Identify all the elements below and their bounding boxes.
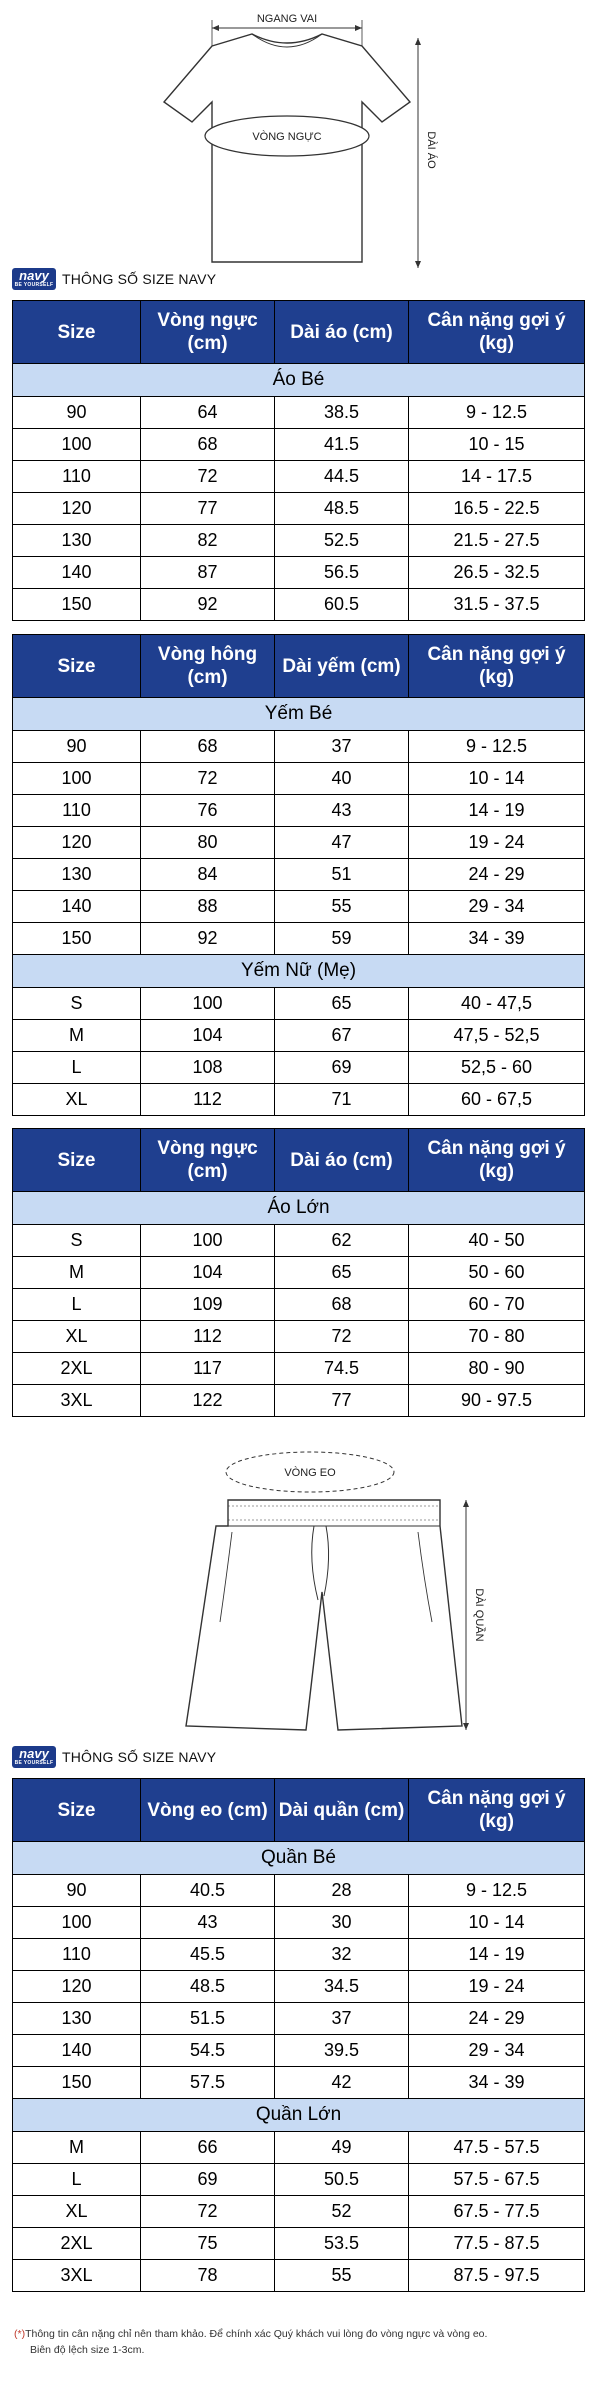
table-row <box>13 891 585 923</box>
header-weight: Cân nặng gợi ý (kg) <box>409 1779 585 1842</box>
size-cell: L <box>13 1052 141 1084</box>
size-cell: L <box>13 2164 141 2196</box>
size-cell: 120 <box>13 1971 141 2003</box>
cell: 74.5 <box>275 1353 409 1385</box>
size-table-quan <box>12 1778 585 2292</box>
cell: 100 <box>141 988 275 1020</box>
cell: 41.5 <box>275 429 409 461</box>
logo-subtext: BE YOURSELF <box>14 282 54 288</box>
table-row <box>13 461 585 493</box>
shorts-diagram <box>0 1440 600 1758</box>
table-row <box>13 1385 585 1417</box>
cell: 19 - 24 <box>409 1971 585 2003</box>
table-row <box>13 2164 585 2196</box>
size-cell: 110 <box>13 1939 141 1971</box>
size-table-ao-lon <box>12 1128 585 1417</box>
table-row <box>13 1971 585 2003</box>
cell: 50 - 60 <box>409 1257 585 1289</box>
cell: 69 <box>141 2164 275 2196</box>
cell: 30 <box>275 1907 409 1939</box>
cell: 59 <box>275 923 409 955</box>
cell: 60 - 67,5 <box>409 1084 585 1116</box>
cell: 67.5 - 77.5 <box>409 2196 585 2228</box>
cell: 80 - 90 <box>409 1353 585 1385</box>
cell: 109 <box>141 1289 275 1321</box>
cell: 67 <box>275 1020 409 1052</box>
cell: 42 <box>275 2067 409 2099</box>
cell: 37 <box>275 2003 409 2035</box>
table-row <box>13 429 585 461</box>
cell: 24 - 29 <box>409 859 585 891</box>
section-title: Yếm Bé <box>13 698 585 731</box>
cell: 87.5 - 97.5 <box>409 2260 585 2292</box>
cell: 57.5 <box>141 2067 275 2099</box>
header-weight: Cân nặng gợi ý (kg) <box>409 635 585 698</box>
cell: 77 <box>141 493 275 525</box>
shirt-diagram <box>0 0 600 272</box>
cell: 90 - 97.5 <box>409 1385 585 1417</box>
table-row <box>13 2260 585 2292</box>
cell: 75 <box>141 2228 275 2260</box>
table-header <box>13 1129 585 1192</box>
cell: 84 <box>141 859 275 891</box>
header-measure-1: Vòng ngực (cm) <box>141 301 275 364</box>
cell: 40 <box>275 763 409 795</box>
size-cell: 100 <box>13 429 141 461</box>
cell: 51.5 <box>141 2003 275 2035</box>
table-row <box>13 2067 585 2099</box>
cell: 70 - 80 <box>409 1321 585 1353</box>
size-chart-title: THÔNG SỐ SIZE NAVY <box>62 271 217 287</box>
cell: 10 - 15 <box>409 429 585 461</box>
cell: 87 <box>141 557 275 589</box>
cell: 108 <box>141 1052 275 1084</box>
cell: 77.5 - 87.5 <box>409 2228 585 2260</box>
cell: 28 <box>275 1875 409 1907</box>
cell: 40 - 50 <box>409 1225 585 1257</box>
navy-logo <box>12 1746 56 1768</box>
size-cell: 140 <box>13 891 141 923</box>
cell: 40.5 <box>141 1875 275 1907</box>
shorts-length-label: DÀI QUẦN <box>473 1588 485 1642</box>
header-weight: Cân nặng gợi ý (kg) <box>409 301 585 364</box>
cell: 64 <box>141 397 275 429</box>
size-cell: S <box>13 1225 141 1257</box>
table-header <box>13 301 585 364</box>
cell: 112 <box>141 1084 275 1116</box>
table-row <box>13 2003 585 2035</box>
cell: 72 <box>141 2196 275 2228</box>
table-row <box>13 923 585 955</box>
cell: 65 <box>275 988 409 1020</box>
cell: 31.5 - 37.5 <box>409 589 585 621</box>
cell: 29 - 34 <box>409 2035 585 2067</box>
table-row <box>13 2035 585 2067</box>
size-cell: 140 <box>13 2035 141 2067</box>
brand-header-shorts <box>12 1744 216 1770</box>
size-cell: 100 <box>13 763 141 795</box>
cell: 26.5 - 32.5 <box>409 557 585 589</box>
header-measure-1: Vòng ngực (cm) <box>141 1129 275 1192</box>
size-cell: 130 <box>13 525 141 557</box>
size-cell: L <box>13 1289 141 1321</box>
section-title: Áo Bé <box>13 364 585 397</box>
table-row <box>13 2196 585 2228</box>
size-cell: M <box>13 1257 141 1289</box>
cell: 16.5 - 22.5 <box>409 493 585 525</box>
cell: 47.5 - 57.5 <box>409 2132 585 2164</box>
header-measure-1: Vòng eo (cm) <box>141 1779 275 1842</box>
cell: 112 <box>141 1321 275 1353</box>
cell: 71 <box>275 1084 409 1116</box>
navy-logo <box>12 268 56 290</box>
cell: 37 <box>275 731 409 763</box>
cell: 47 <box>275 827 409 859</box>
cell: 72 <box>141 763 275 795</box>
cell: 100 <box>141 1225 275 1257</box>
cell: 9 - 12.5 <box>409 397 585 429</box>
size-cell: 130 <box>13 859 141 891</box>
size-cell: 110 <box>13 461 141 493</box>
table-row <box>13 763 585 795</box>
length-label: DÀI ÁO <box>425 131 437 169</box>
section-title: Quần Bé <box>13 1842 585 1875</box>
cell: 66 <box>141 2132 275 2164</box>
size-chart-title: THÔNG SỐ SIZE NAVY <box>62 1749 217 1765</box>
table-row <box>13 827 585 859</box>
cell: 56.5 <box>275 557 409 589</box>
header-size: Size <box>13 301 141 364</box>
size-cell: 90 <box>13 1875 141 1907</box>
table-row <box>13 557 585 589</box>
table-row <box>13 589 585 621</box>
table-row <box>13 1875 585 1907</box>
cell: 44.5 <box>275 461 409 493</box>
footnote-mark: (*) <box>14 2328 26 2340</box>
cell: 104 <box>141 1020 275 1052</box>
cell: 60 - 70 <box>409 1289 585 1321</box>
size-table-ao-be <box>12 300 585 621</box>
footnote-line-1: Thông tin cân nặng chỉ nên tham khảo. Để chính xác Quý khách vui lòng đo vòng ngực và vòng eo. <box>25 2328 488 2340</box>
cell: 117 <box>141 1353 275 1385</box>
cell: 92 <box>141 589 275 621</box>
cell: 38.5 <box>275 397 409 429</box>
header-measure-1: Vòng hông (cm) <box>141 635 275 698</box>
cell: 29 - 34 <box>409 891 585 923</box>
cell: 49 <box>275 2132 409 2164</box>
table-row <box>13 795 585 827</box>
table-header <box>13 635 585 698</box>
section-title: Quần Lớn <box>13 2099 585 2132</box>
logo-text: navy <box>19 268 49 283</box>
size-cell: 110 <box>13 795 141 827</box>
size-cell: 120 <box>13 493 141 525</box>
size-cell: 150 <box>13 2067 141 2099</box>
table-row <box>13 2132 585 2164</box>
cell: 14 - 19 <box>409 1939 585 1971</box>
size-cell: 90 <box>13 397 141 429</box>
cell: 122 <box>141 1385 275 1417</box>
size-cell: 90 <box>13 731 141 763</box>
cell: 32 <box>275 1939 409 1971</box>
cell: 54.5 <box>141 2035 275 2067</box>
size-table-yem <box>12 634 585 1116</box>
header-measure-2: Dài quần (cm) <box>275 1779 409 1842</box>
table-row <box>13 493 585 525</box>
size-cell: 120 <box>13 827 141 859</box>
cell: 34 - 39 <box>409 2067 585 2099</box>
cell: 34 - 39 <box>409 923 585 955</box>
cell: 51 <box>275 859 409 891</box>
size-cell: 140 <box>13 557 141 589</box>
cell: 45.5 <box>141 1939 275 1971</box>
section-title: Yếm Nữ (Mẹ) <box>13 955 585 988</box>
table-row <box>13 2228 585 2260</box>
cell: 53.5 <box>275 2228 409 2260</box>
cell: 52,5 - 60 <box>409 1052 585 1084</box>
size-cell: M <box>13 2132 141 2164</box>
table-row <box>13 397 585 429</box>
cell: 88 <box>141 891 275 923</box>
cell: 48.5 <box>275 493 409 525</box>
footnote-line-2: Biên độ lệch size 1-3cm. <box>30 2344 145 2356</box>
cell: 72 <box>275 1321 409 1353</box>
cell: 68 <box>141 429 275 461</box>
header-measure-2: Dài áo (cm) <box>275 301 409 364</box>
cell: 39.5 <box>275 2035 409 2067</box>
table-row <box>13 1225 585 1257</box>
cell: 57.5 - 67.5 <box>409 2164 585 2196</box>
size-cell: S <box>13 988 141 1020</box>
cell: 47,5 - 52,5 <box>409 1020 585 1052</box>
size-cell: 2XL <box>13 2228 141 2260</box>
table-row <box>13 988 585 1020</box>
cell: 82 <box>141 525 275 557</box>
cell: 72 <box>141 461 275 493</box>
header-weight: Cân nặng gợi ý (kg) <box>409 1129 585 1192</box>
table-row <box>13 1052 585 1084</box>
header-size: Size <box>13 635 141 698</box>
cell: 52 <box>275 2196 409 2228</box>
table-row <box>13 1939 585 1971</box>
cell: 48.5 <box>141 1971 275 2003</box>
cell: 50.5 <box>275 2164 409 2196</box>
cell: 34.5 <box>275 1971 409 2003</box>
cell: 14 - 19 <box>409 795 585 827</box>
cell: 76 <box>141 795 275 827</box>
size-cell: 130 <box>13 2003 141 2035</box>
cell: 14 - 17.5 <box>409 461 585 493</box>
table-row <box>13 1084 585 1116</box>
cell: 55 <box>275 2260 409 2292</box>
table-row <box>13 731 585 763</box>
cell: 104 <box>141 1257 275 1289</box>
shoulder-label: NGANG VAI <box>256 13 318 25</box>
size-cell: 150 <box>13 923 141 955</box>
cell: 69 <box>275 1052 409 1084</box>
table-row <box>13 1020 585 1052</box>
header-measure-2: Dài yếm (cm) <box>275 635 409 698</box>
size-cell: XL <box>13 1084 141 1116</box>
header-measure-2: Dài áo (cm) <box>275 1129 409 1192</box>
cell: 9 - 12.5 <box>409 731 585 763</box>
size-cell: 150 <box>13 589 141 621</box>
brand-header-shirt <box>12 266 216 292</box>
cell: 60.5 <box>275 589 409 621</box>
logo-text: navy <box>19 1746 49 1761</box>
header-size: Size <box>13 1779 141 1842</box>
table-row <box>13 1907 585 1939</box>
size-cell: 2XL <box>13 1353 141 1385</box>
cell: 52.5 <box>275 525 409 557</box>
cell: 78 <box>141 2260 275 2292</box>
cell: 10 - 14 <box>409 1907 585 1939</box>
cell: 21.5 - 27.5 <box>409 525 585 557</box>
table-row <box>13 1289 585 1321</box>
waist-label: VÒNG EO <box>284 1467 336 1479</box>
table-row <box>13 1321 585 1353</box>
chest-label: VÒNG NGỰC <box>252 131 322 143</box>
cell: 68 <box>275 1289 409 1321</box>
table-row <box>13 1257 585 1289</box>
cell: 10 - 14 <box>409 763 585 795</box>
table-header <box>13 1779 585 1842</box>
size-cell: 3XL <box>13 2260 141 2292</box>
size-cell: 3XL <box>13 1385 141 1417</box>
cell: 92 <box>141 923 275 955</box>
cell: 65 <box>275 1257 409 1289</box>
section-title: Áo Lớn <box>13 1192 585 1225</box>
cell: 62 <box>275 1225 409 1257</box>
table-row <box>13 859 585 891</box>
cell: 19 - 24 <box>409 827 585 859</box>
size-cell: 100 <box>13 1907 141 1939</box>
cell: 43 <box>275 795 409 827</box>
cell: 80 <box>141 827 275 859</box>
size-cell: M <box>13 1020 141 1052</box>
header-size: Size <box>13 1129 141 1192</box>
logo-subtext: BE YOURSELF <box>14 1760 54 1766</box>
cell: 9 - 12.5 <box>409 1875 585 1907</box>
cell: 55 <box>275 891 409 923</box>
table-row <box>13 1353 585 1385</box>
size-cell: XL <box>13 2196 141 2228</box>
size-cell: XL <box>13 1321 141 1353</box>
cell: 24 - 29 <box>409 2003 585 2035</box>
table-row <box>13 525 585 557</box>
footnote <box>14 2326 584 2358</box>
cell: 43 <box>141 1907 275 1939</box>
cell: 68 <box>141 731 275 763</box>
cell: 40 - 47,5 <box>409 988 585 1020</box>
cell: 77 <box>275 1385 409 1417</box>
